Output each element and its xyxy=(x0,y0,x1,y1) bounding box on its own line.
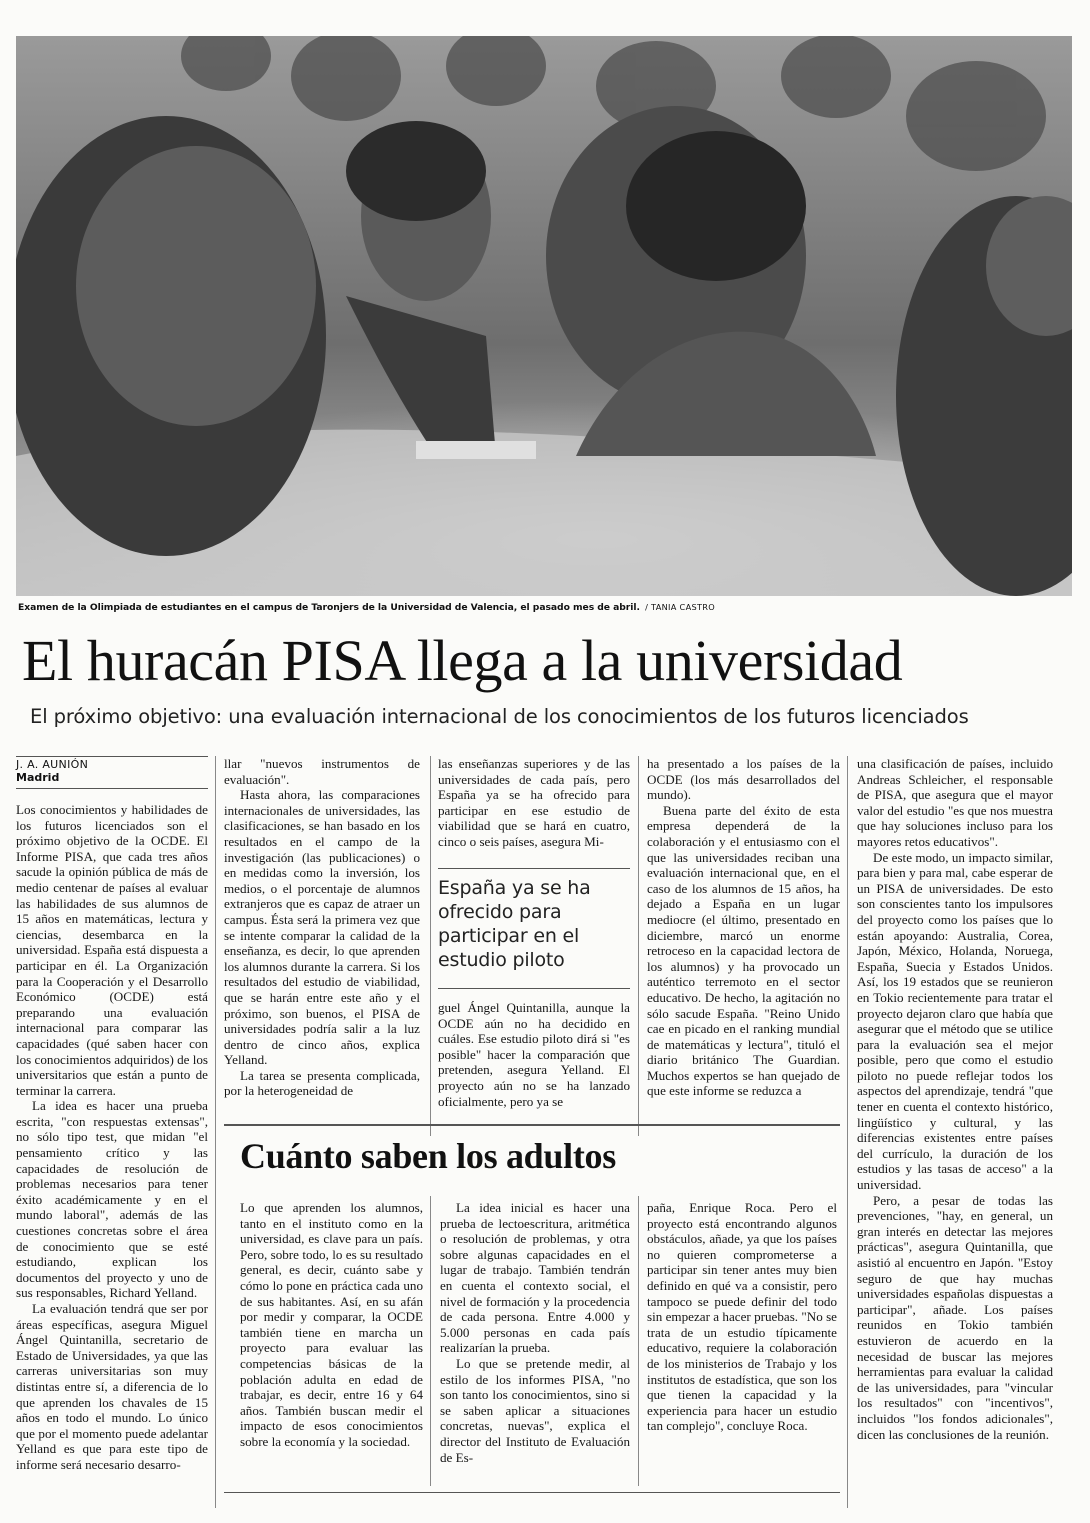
article-column-2 xyxy=(224,756,420,1130)
column-rule xyxy=(430,756,431,1136)
paragraph: De este modo, un impacto similar, para bien y para mal, cabe esperar de un PISA de universidades. De esto son conscientes tanto los impulsores del proyecto como los países que lo están apoyando: Australia, Corea, Japón, México, Holanda, Noruega, España, Suecia y Estados Unidos. Así, los 19 estados que se reunieron en Tokio recientemente para tratar el proyecto dejaron claro que había que asegurar que el método que se utilice para la evaluación sea el mejor posible, pero que como el estudio piloto no puede reflejar todos los aspectos del aprendizaje, tendrá "que tener en cuenta el contexto histórico, lingüístico y cultural, y las diferencias existentes entre países del currículo, la duración de los estudios y las tasas de acceso" a la universidad. xyxy=(857,849,1053,1193)
photo-caption xyxy=(18,602,1078,613)
sidebar-column-rule xyxy=(638,1196,639,1486)
article-column-5 xyxy=(857,756,1053,1506)
sidebar-column-2 xyxy=(440,1200,630,1490)
paragraph: Buena parte del éxito de esta empresa dependerá de la colaboración y el entusiasmo con el que las universidades reciban una evaluación internacional que, en el caso de los alumnos de 15 años, ha dejado a España en un lugar mediocre (el último, presentado en diciembre, marcó un enorme retroceso en la capacidad lectora de los alumnos) y ha provocado un auténtico terremoto en el sector educativo. De hecho, la agitación no sólo sacude España. "Reino Unido cae en picado en el ranking mundial de matemáticas y lectura", tituló el diario británico The Guardian. Muchos expertos se han quejado de que este informe se reduzca a xyxy=(647,802,840,1099)
sidebar-column-1 xyxy=(240,1200,423,1490)
byline-author: J. A. AUNIÓN xyxy=(16,758,89,771)
sidebar-title: Cuánto saben los adultos xyxy=(240,1136,616,1176)
paragraph: ha presentado a los países de la OCDE (los más desarrollados del mundo). xyxy=(647,756,840,803)
pullquote: España ya se ha ofrecido para participar en el estudio piloto xyxy=(438,877,591,971)
byline-place: Madrid xyxy=(16,771,60,784)
column-rule xyxy=(847,756,848,1508)
paragraph: una clasificación de países, incluido Andreas Schleicher, el responsable de PISA, que asegura que el mayor valor del estudio "es que nos muestra que hay soluciones incluso para los mayores retos educativos". xyxy=(857,756,1053,849)
caption-text: Examen de la Olimpiada de estudiantes en el campus de Taronjers de la Universidad de Valencia, el pasado mes de abril. xyxy=(18,602,640,613)
byline-rule xyxy=(16,756,208,757)
paragraph: La evaluación tendrá que ser por áreas específicas, asegura Miguel Ángel Quintanilla, secretario de Estado de Universidades, ya que las carreras universitarias son muy distintas entre sí, a diferencia de lo que aprenden los chavales de 15 años en todo el mundo. Lo único que por el momento puede adelantar Yelland es que para este tipo de informe será necesario desarro- xyxy=(16,1301,208,1472)
paragraph: La idea es hacer una prueba escrita, "con respuestas extensas", no sólo tipo test, que midan "el pensamiento crítico y las capacidades de resolución de problemas necesarios para tener éxito académicamente y en el mundo laboral", además de las cuestiones concretas sobre el área de conocimiento que se esté estudiando, explican los documentos del proyecto y uno de sus responsables, Richard Yelland. xyxy=(16,1098,208,1301)
photo-credit: / TANIA CASTRO xyxy=(645,602,715,612)
paragraph: paña, Enrique Roca. Pero el proyecto está encontrando algunos obstáculos, añade, ya que los países no quieren comprometerse a participar sin tener antes muy bien definido en qué va a consistir, pero tampoco se puede definir del todo sin empezar a hacer pruebas. "No se trata de un estudio típicamente educativo, requiere la colaboración de los ministerios de Trabajo y los institutos de estadística, que son los que tienen la capacidad y la experiencia para hacer un estudio tan complejo", concluye Roca. xyxy=(647,1200,837,1434)
column-rule xyxy=(638,756,639,1136)
paragraph: Lo que se pretende medir, al estilo de los informes PISA, "no son tanto los conocimientos, sino si se saben aplicar a situaciones concretas, nuevas", explica el director del Instituto de Evaluación de Es- xyxy=(440,1355,630,1465)
paragraph: Lo que aprenden los alumnos, tanto en el instituto como en la universidad, es clave para un país. Pero, sobre todo, lo es su resultado general, es decir, cuánto sabe y cómo lo pone en práctica cada uno de sus habitantes. Así, en su afán por medir y comparar, la OCDE también tiene en marcha un proyecto para evaluar las competencias básicas de la población adulta en edad de trabajar, es decir, entre 16 y 64 años. También buscan medir el impacto de esos conocimientos sobre la economía y la sociedad. xyxy=(240,1200,423,1449)
article-column-3-top xyxy=(438,756,630,852)
paragraph: Pero, a pesar de todas las prevenciones, "hay, en general, un gran interés en detectar las mejores prácticas", asegura Quintanilla, que asistió al encuentro en Japón. "Estoy seguro de que hay muchas universidades españolas dispuestas a participar", añade. Los países reunidos en Tokio también estuvieron de acuerdo en la necesidad de buscar las mejores herramientas para evaluar la calidad de las universidades, para "vincular los resultados" con "incentivos", incluidos "los fondos adicionales", dicen las conclusiones de la reunión. xyxy=(857,1192,1053,1442)
column-rule xyxy=(215,756,216,1508)
article-column-4 xyxy=(647,756,840,1130)
paragraph: guel Ángel Quintanilla, aunque la OCDE aún no ha decidido en cuáles. Ese estudio piloto dirá si "es posible" hacer la comparación que pretenden, asegura Yelland. El proyecto aún no se ha lanzado oficialmente, pero ya se xyxy=(438,1000,630,1109)
article-column-3-bottom xyxy=(438,1000,630,1130)
news-photo xyxy=(16,36,1072,596)
byline xyxy=(16,758,208,784)
sidebar-column-3 xyxy=(647,1200,837,1490)
subheadline: El próximo objetivo: una evaluación internacional de los conocimientos de los futuros licenciados xyxy=(30,705,969,728)
paragraph: Los conocimientos y habilidades de los futuros licenciados son el próximo objetivo de la OCDE. El Informe PISA, que cada tres años sacude la opinión pública de más de medio centenar de países al evaluar las habilidades de sus alumnos de 15 años en matemáticas, lectura y ciencias, desembarca en la universidad. España está dispuesta a participar en él. La Organización para la Cooperación y el Desarrollo Económico (OCDE) está preparando una evaluación internacional para comparar las capacidades (qué saben hacer con los conocimientos adquiridos) de los universitarios que están a punto de terminar la carrera. xyxy=(16,802,208,1098)
paragraph: La idea inicial es hacer una prueba de lectoescritura, aritmética o resolución de problemas, y otra sobre algunas capacidades en el lugar de trabajo. También tendrán en cuenta el contexto social, el nivel de formación y la procedencia de cada persona. Entre 4.000 y 5.000 personas en cada país realizarían la prueba. xyxy=(440,1200,630,1356)
headline: El huracán PISA llega a la universidad xyxy=(22,628,903,693)
byline-rule-bottom xyxy=(16,788,208,789)
sidebar-rule-top xyxy=(224,1124,840,1126)
article-column-1 xyxy=(16,802,208,1502)
paragraph: las enseñanzas superiores y de las universidades de cada país, pero España ya se ha ofrecido para participar en ese estudio de viabilidad que se hará en cuatro, cinco o seis países, asegura Mi- xyxy=(438,756,630,849)
paragraph: La tarea se presenta complicada, por la heterogeneidad de xyxy=(224,1067,420,1099)
pullquote-rule-bottom xyxy=(438,988,630,989)
sidebar-rule-bottom xyxy=(224,1492,840,1493)
pullquote-rule-top xyxy=(438,868,630,869)
paragraph: Hasta ahora, las comparaciones internacionales de universidades, las clasificaciones, se han basado en los resultados en el campo de la investigación (las publicaciones) o en medidas como la inversión, los medios, o el porcentaje de alumnos extranjeros que es capaz de atraer un campus. Ésta será la primera vez que se intente comparar la calidad de la enseñanza, es decir, lo que aprenden los alumnos durante la carrera. Si los resultados del estudio de viabilidad, que se harán entre este año y el próximo, son buenos, el PISA de universidades podría salir a la luz dentro de cinco años, explica Yelland. xyxy=(224,787,420,1068)
paragraph: llar "nuevos instrumentos de evaluación". xyxy=(224,756,420,787)
sidebar-column-rule xyxy=(430,1196,431,1486)
